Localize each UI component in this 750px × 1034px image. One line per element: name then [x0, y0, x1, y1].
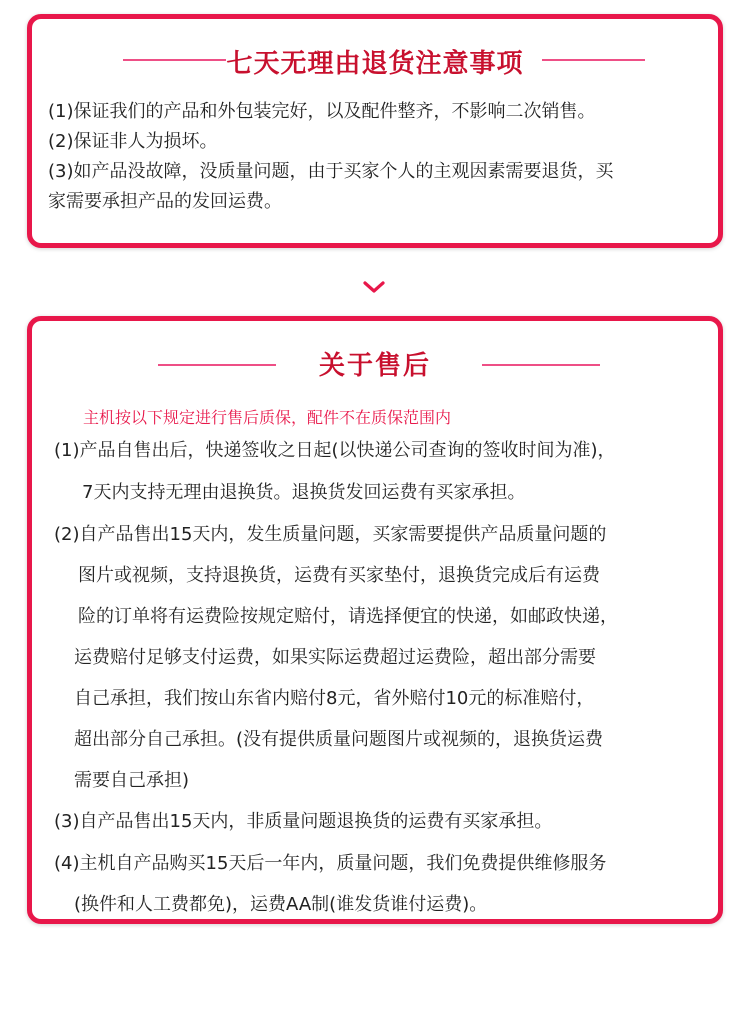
return-policy-item: (2)保证非人为损坏。	[48, 131, 218, 152]
return-policy-header	[32, 43, 718, 80]
after-sales-line: 7天内支持无理由退换货。退换货发回运费有买家承担。	[82, 482, 526, 503]
return-policy-title: 七天无理由退货注意事项	[226, 43, 523, 80]
after-sales-line: 险的订单将有运费险按规定赔付，请选择便宜的快递，如邮政快递，	[78, 606, 618, 627]
after-sales-header	[32, 345, 718, 382]
warranty-notice: 主机按以下规定进行售后质保，配件不在质保范围内	[83, 408, 452, 427]
after-sales-line: (3)自产品售出15天内，非质量问题退换货的运费有买家承担。	[54, 811, 553, 832]
after-sales-line: 需要自己承担)	[74, 770, 190, 791]
after-sales-line: (2)自产品售出15天内，发生质量问题，买家需要提供产品质量问题的	[54, 524, 607, 545]
after-sales-line: 图片或视频，支持退换货，运费有买家垫付，退换货完成后有运费	[78, 565, 600, 586]
after-sales-line: 超出部分自己承担。(没有提供质量问题图片或视频的，退换货运费	[74, 729, 604, 750]
after-sales-line: 自己承担，我们按山东省内赔付8元，省外赔付10元的标准赔付，	[74, 688, 595, 709]
after-sales-line: 运费赔付足够支付运费，如果实际运费超过运费险，超出部分需要	[74, 647, 596, 668]
chevron-down-icon	[362, 280, 386, 294]
return-policy-card	[27, 14, 723, 248]
return-policy-item: 家需要承担产品的发回运费。	[48, 191, 282, 212]
after-sales-line: (换件和人工费都免)，运费AA制(谁发货谁付运费)。	[74, 894, 488, 915]
after-sales-title: 关于售后	[319, 345, 431, 382]
after-sales-line: (4)主机自产品购买15天后一年内，质量问题，我们免费提供维修服务	[54, 853, 607, 874]
return-policy-item: (1)保证我们的产品和外包装完好，以及配件整齐，不影响二次销售。	[48, 101, 596, 122]
return-policy-item: (3)如产品没故障，没质量问题，由于买家个人的主观因素需要退货，买	[48, 161, 614, 182]
after-sales-card	[27, 316, 723, 924]
after-sales-line: (1)产品自售出后，快递签收之日起(以快递公司查询的签收时间为准)，	[54, 440, 616, 461]
